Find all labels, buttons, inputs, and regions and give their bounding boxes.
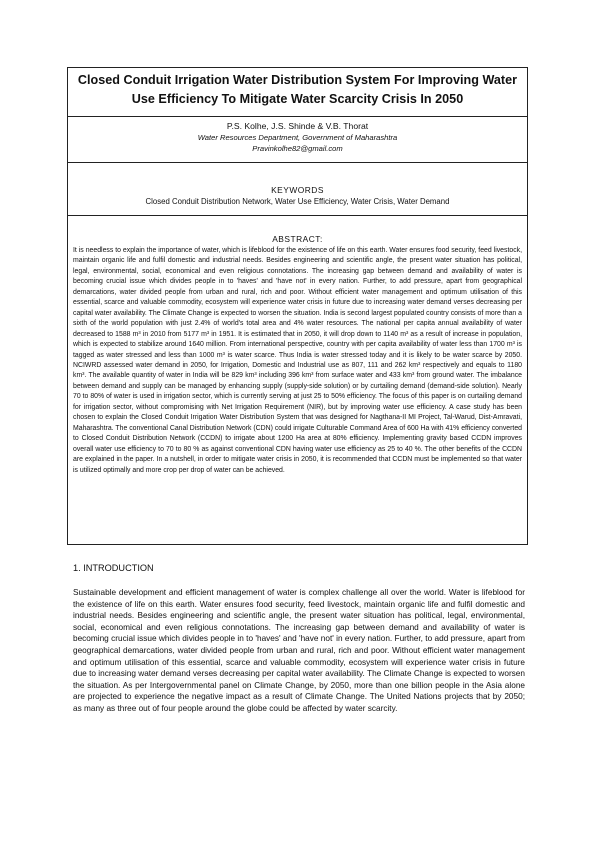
author-affiliation: Water Resources Department, Government of Maharashtra: [197, 133, 398, 142]
abstract-heading: ABSTRACT:: [272, 234, 323, 244]
authors-section: [68, 117, 527, 163]
keywords-text: Closed Conduit Distribution Network, Water Use Efficiency, Water Crisis, Water Demand: [145, 197, 450, 206]
keywords-heading: KEYWORDS: [271, 185, 324, 195]
introduction-heading: 1. INTRODUCTION: [73, 563, 154, 573]
header-box: [67, 67, 528, 545]
abstract-text: It is needless to explain the importance of water, which is lifeblood for the existence of life on this earth. Water ensures food security, feed livestock, maintain organic life and fulfil domestic and industrial needs. Besides engineering and scientific angle, the present water situation has political, legal, environmental, social, economical and even religious connotations. The increasing gap between demand and availability of water is becoming crucial issue which divides people in to 'haves' and 'have not' in every nation. Further, to add pressure, apart from geographical demarcations, water divided people from urban and rural, rich and poor. Without efficient water management and optimum utilisation of this essential, scarce and valuable commodity, ecosystem will experience water crisis in future due to increasing water demand verses decreasing per capital water availability. The Climate Change is expected to worsen the situation. India is second largest populated country consists of more than a sixth of the world population with just 2.4% of world's total area and 4% water resources. The national per capita annual availability of water decreased to 1588 m³ in 2010 from 5177 m³ in 1951. It is estimated that in 2050, it will drop down to 1140 m³ as a result of increase in population, which is expected to stabilize around 1640 million. From international perspective, country with per capita availability of water less than 1700 m³ is tagged as water stressed and less than 1000 m³ is water scarce. Thus India is water stressed today and it is likely to be water scarce by 2050. NCIWRD assessed water demand in 2050, for Irrigation, Domestic and Industrial use as 807, 111 and 262 km³ respectively and equals to 1180 km³. The available quantity of water in India will be 829 km³ including 396 km³ from surface water and 433 km³ from ground water. The imbalance between demand and supply can be managed by enhancing supply (supply-side solution) or by curtailing demand (demand-side solution). Nearly 70 to 80% of water is used in irrigation sector, which is currently serving at just 25 to 50% efficiency. The focus of this paper is on curtailing demand for irrigation sector, without compromising with Net Irrigation Requirement (NIR), but by improving water use efficiency. A case study has been chosen to explain the Closed Conduit Irrigation Water Distribution System that was designed for Nagthana-II MI Project, Tal-Warud, Dist-Amravati, Maharashtra. The conventional Canal Distribution Network (CDN) could irrigate Culturable Command Area of 600 Ha with 41% efficiency converted to Closed Conduit Distribution Network (CCDN) to irrigate about 1200 Ha area at 80% efficiency. Implementing gravity based CCDN improves overall water use efficiency to 70 to 80 % as against conventional CDN having water use efficiency as 25 to 40 %. The other benefits of the CCDN are explained in the paper. In a nutshell, in order to mitigate water crisis in 2050, it is recommended that CCDN must be implemented so that water is utilized optimally and more crop per drop of water can be achieved.: [73, 247, 522, 474]
author-email: Pravinkolhe82@gmail.com: [252, 144, 343, 153]
title-section: [68, 68, 527, 117]
keywords-section: [68, 163, 527, 216]
abstract-section: [68, 216, 527, 476]
author-names: P.S. Kolhe, J.S. Shinde & V.B. Thorat: [226, 121, 369, 131]
paper-title: Closed Conduit Irrigation Water Distribution System For Improving Water Use Efficiency To Mitigate Water Scarcity Crisis In 2050: [77, 73, 518, 106]
introduction-body: Sustainable development and efficient management of water is complex challenge all over the world. Water is lifeblood for the existence of life on this earth. Water ensures food security, feed livestock, maintain organic life and fulfil domestic and industrial needs. Besides engineering and scientific angle, the present water situation has political, legal, environmental, social, economical and even religious connotations. The increasing gap between demand and availability of water is becoming crucial issue which divides people in to 'haves' and 'have not' in every nation. Further, to add pressure, apart from geographical demarcations, water divided people from urban and rural, rich and poor. Without efficient water management and optimum utilisation of this essential, scarce and valuable commodity, ecosystem will experience water crisis in future due to increasing water demand verses decreasing per capital water availability. The Climate Change is expected to worsen the situation. As per Intergovernmental panel on Climate Change, by 2050, more than one billion people in the Asia alone are projected to experience the negative impact as a result of Climate Change. The United Nations projects that by 2050; as many as three out of four people around the globe could be affected by water scarcity.: [73, 588, 525, 713]
